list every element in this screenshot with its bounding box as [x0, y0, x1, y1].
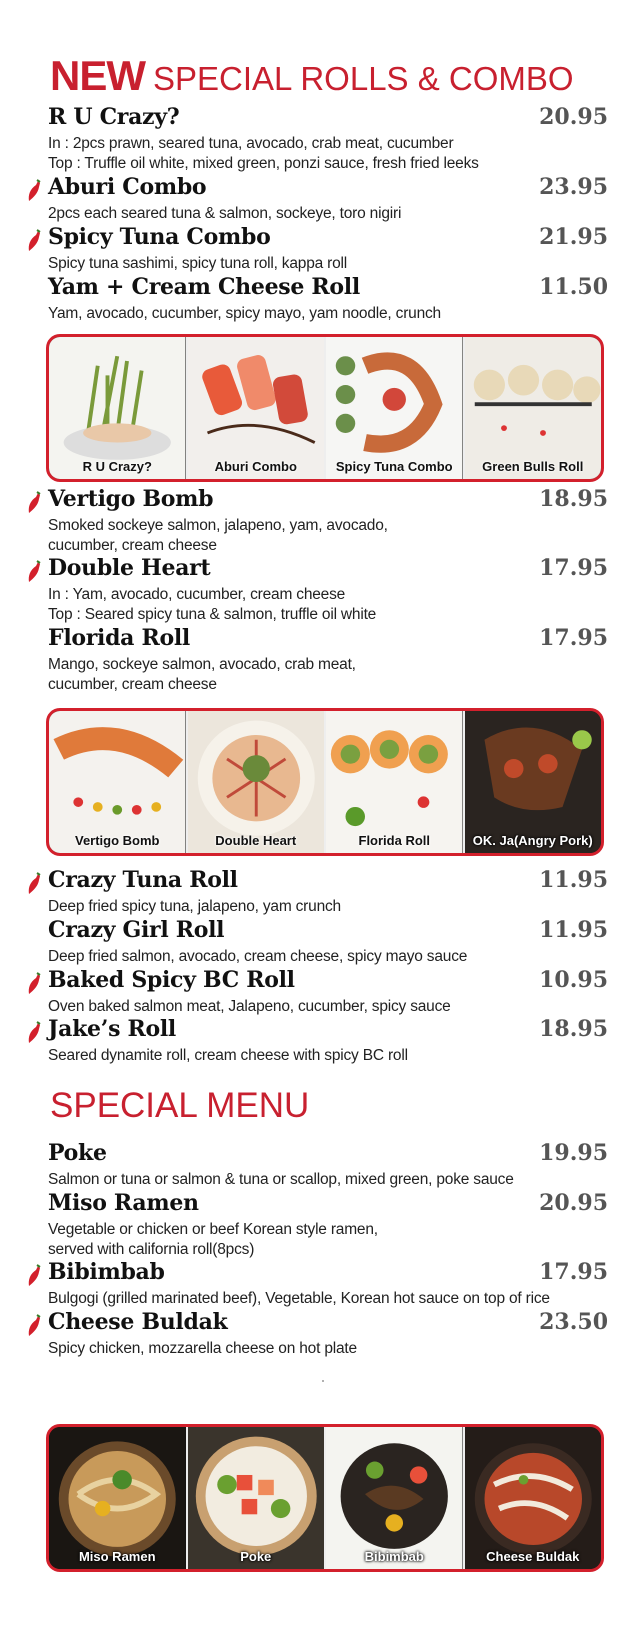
desc-line: Spicy tuna sashimi, spicy tuna roll, kappa roll	[48, 255, 348, 272]
item-description	[48, 204, 401, 224]
photo-caption: Vertigo Bomb	[74, 833, 160, 848]
item-description	[48, 1220, 378, 1260]
item-description	[48, 1339, 357, 1359]
chili-pepper-icon	[26, 1264, 42, 1288]
desc-line: Bulgogi (grilled marinated beef), Vegetable, Korean hot sauce on top of rice	[48, 1290, 550, 1307]
food-photo	[188, 711, 327, 853]
photo-caption: Green Bulls Roll	[482, 459, 584, 474]
chili-pepper-icon	[26, 491, 42, 515]
photo-strip	[46, 708, 604, 856]
chili-pepper-icon	[26, 179, 42, 203]
photo-caption: Cheese Buldak	[486, 1549, 580, 1564]
item-price: 20.95	[539, 1190, 608, 1216]
food-photo	[326, 711, 465, 853]
item-description	[48, 1289, 550, 1309]
food-photo	[465, 337, 602, 479]
heading-special-rolls-combo: SPECIAL ROLLS & COMBO	[153, 60, 574, 97]
chili-pepper-icon	[26, 560, 42, 584]
item-name: Crazy Girl Roll	[48, 917, 225, 943]
section-heading-special-menu: SPECIAL MENU	[50, 1086, 310, 1125]
photo-caption: Spicy Tuna Combo	[335, 459, 453, 474]
item-name: Cheese Buldak	[48, 1309, 228, 1335]
chili-pepper-icon	[26, 1314, 42, 1338]
food-photo	[326, 1427, 465, 1569]
desc-line: served with california roll(8pcs)	[48, 1241, 255, 1258]
section-heading-new-rolls	[50, 52, 574, 100]
item-price: 23.50	[539, 1309, 608, 1335]
item-name: Miso Ramen	[48, 1190, 199, 1216]
desc-line: Seared dynamite roll, cream cheese with spicy BC roll	[48, 1047, 408, 1064]
item-description	[48, 585, 376, 625]
item-name: Double Heart	[48, 555, 211, 581]
food-photo	[49, 1427, 188, 1569]
item-name: R U Crazy?	[48, 104, 180, 130]
photo-caption: Bibimbab	[364, 1549, 424, 1564]
food-photo	[326, 337, 465, 479]
item-name: Poke	[48, 1140, 107, 1166]
desc-line: Mango, sockeye salmon, avocado, crab meat,	[48, 656, 356, 673]
food-photo	[188, 337, 327, 479]
photo-caption: Miso Ramen	[78, 1549, 156, 1564]
photo-strip	[46, 334, 604, 482]
desc-line: In : Yam, avocado, cucumber, cream cheese	[48, 586, 346, 603]
item-price: 11.50	[539, 274, 608, 300]
desc-line: Deep fried spicy tuna, jalapeno, yam crunch	[48, 898, 341, 915]
chili-pepper-icon	[26, 972, 42, 996]
item-price: 11.95	[539, 867, 608, 893]
heading-new: NEW	[50, 52, 145, 99]
item-price: 18.95	[539, 486, 608, 512]
item-description	[48, 897, 341, 917]
desc-line: Top : Truffle oil white, mixed green, ponzi sauce, fresh fried leeks	[48, 155, 479, 172]
item-name: Jake’s Roll	[48, 1016, 176, 1042]
desc-line: Top : Seared spicy tuna & salmon, truffle oil white	[48, 606, 377, 623]
item-name: Bibimbab	[48, 1259, 165, 1285]
desc-line: In : 2pcs prawn, seared tuna, avocado, crab meat, cucumber	[48, 135, 454, 152]
desc-line: Deep fried salmon, avocado, cream cheese, spicy mayo sauce	[48, 948, 468, 965]
item-price: 17.95	[539, 1259, 608, 1285]
desc-line: cucumber, cream cheese	[48, 537, 217, 554]
photo-caption: Poke	[240, 1549, 272, 1564]
item-price: 20.95	[539, 104, 608, 130]
desc-line: Oven baked salmon meat, Jalapeno, cucumber, spicy sauce	[48, 998, 451, 1015]
photo-caption: Aburi Combo	[214, 459, 297, 474]
photo-caption: R U Crazy?	[82, 459, 152, 474]
item-name: Yam + Cream Cheese Roll	[48, 274, 360, 300]
item-description	[48, 1170, 514, 1190]
desc-line: Spicy chicken, mozzarella cheese on hot plate	[48, 1340, 357, 1357]
item-description	[48, 254, 347, 274]
chili-pepper-icon	[26, 872, 42, 896]
desc-line: Smoked sockeye salmon, jalapeno, yam, avocado,	[48, 517, 388, 534]
item-description	[48, 997, 451, 1017]
item-description	[48, 134, 479, 174]
food-photo	[49, 711, 188, 853]
photo-caption: OK. Ja(Angry Pork)	[472, 833, 593, 848]
item-price: 17.95	[539, 555, 608, 581]
item-price: 19.95	[539, 1140, 608, 1166]
item-description	[48, 516, 388, 556]
item-name: Vertigo Bomb	[48, 486, 214, 512]
item-price: 11.95	[539, 917, 608, 943]
photo-caption: Florida Roll	[358, 833, 430, 848]
chili-pepper-icon	[26, 1021, 42, 1045]
item-description	[48, 1046, 408, 1066]
food-photo	[188, 1427, 327, 1569]
photo-caption: Double Heart	[215, 833, 297, 848]
desc-line: cucumber, cream cheese	[48, 676, 217, 693]
food-photo	[49, 337, 188, 479]
item-name: Aburi Combo	[48, 174, 207, 200]
desc-line: Yam, avocado, cucumber, spicy mayo, yam noodle, crunch	[48, 305, 441, 322]
food-photo	[465, 711, 602, 853]
item-price: 10.95	[539, 967, 608, 993]
item-name: Spicy Tuna Combo	[48, 224, 271, 250]
item-description	[48, 304, 441, 324]
stray-dot	[322, 1380, 324, 1382]
item-price: 21.95	[539, 224, 608, 250]
desc-line: 2pcs each seared tuna & salmon, sockeye, toro nigiri	[48, 205, 402, 222]
item-description	[48, 947, 467, 967]
item-name: Baked Spicy BC Roll	[48, 967, 295, 993]
item-price: 17.95	[539, 625, 608, 651]
item-price: 18.95	[539, 1016, 608, 1042]
item-description	[48, 655, 356, 695]
item-name: Crazy Tuna Roll	[48, 867, 238, 893]
food-photo	[465, 1427, 602, 1569]
item-price: 23.95	[539, 174, 608, 200]
chili-pepper-icon	[26, 229, 42, 253]
desc-line: Vegetable or chicken or beef Korean style ramen,	[48, 1221, 378, 1238]
photo-strip	[46, 1424, 604, 1572]
desc-line: Salmon or tuna or salmon & tuna or scallop, mixed green, poke sauce	[48, 1171, 514, 1188]
item-name: Florida Roll	[48, 625, 190, 651]
